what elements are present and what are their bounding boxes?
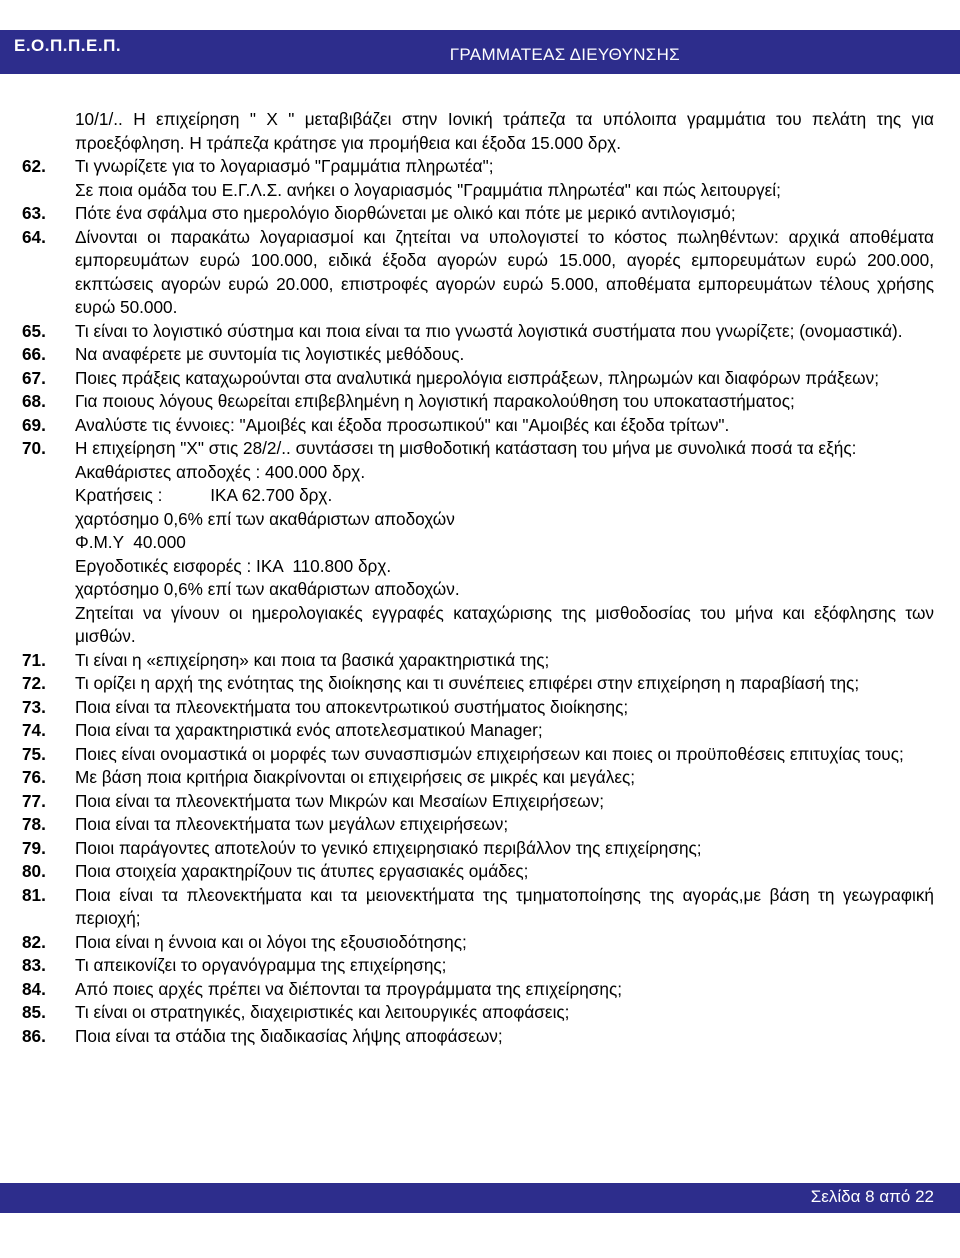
question-line: χαρτόσημο 0,6% επί των ακαθάριστων αποδοχών xyxy=(75,508,455,529)
question-number: 72. xyxy=(22,673,46,693)
question-item xyxy=(22,837,934,861)
question-item xyxy=(22,978,934,1002)
question-line: Κρατήσεις : ΙΚΑ 62.700 δρχ. xyxy=(75,485,333,505)
question-number: 77. xyxy=(22,790,46,811)
question-item xyxy=(22,226,939,320)
question-text xyxy=(75,108,939,155)
question-item xyxy=(22,320,934,344)
question-number: 62. xyxy=(22,156,46,176)
question-item xyxy=(22,719,934,743)
question-list xyxy=(22,108,939,1048)
question-text xyxy=(75,978,934,1002)
question-item xyxy=(22,931,934,955)
question-text xyxy=(75,367,934,391)
question-line: Αναλύστε τις έννοιες: "Αμοιβές και έξοδα προσωπικού" και "Αμοιβές και έξοδα τρίτων". xyxy=(75,414,730,435)
question-text xyxy=(75,649,934,673)
question-line: 10/1/.. Η επιχείρηση " Χ " μεταβιβάζει στην Ιονική τράπεζα τα υπόλοιπα γραμμάτια του πελάτη της για προεξόφληση. Η τράπεζα κράτησε για προμήθεια και έξοδα 15.000 δρχ. xyxy=(75,109,939,153)
question-item xyxy=(22,766,934,790)
question-text xyxy=(75,954,934,978)
question-text xyxy=(75,1001,934,1025)
question-line: Ποια είναι η έννοια και οι λόγοι της εξουσιοδότησης; xyxy=(75,931,467,952)
question-text xyxy=(75,390,934,414)
question-line: Τι είναι οι στρατηγικές, διαχειριστικές και λειτουργικές αποφάσεις; xyxy=(75,1002,570,1022)
question-item xyxy=(22,696,934,720)
question-number: 82. xyxy=(22,931,46,952)
question-line: Με βάση ποια κριτήρια διακρίνονται οι επιχειρήσεις σε μικρές και μεγάλες; xyxy=(75,767,636,787)
question-text xyxy=(75,320,934,344)
organization-name: Ε.Ο.Π.Π.Ε.Π. xyxy=(14,36,122,55)
question-line: Να αναφέρετε με συντομία τις λογιστικές μεθόδους. xyxy=(75,344,465,364)
question-line: Ποιες είναι ονομαστικά οι μορφές των συνασπισμών επιχειρήσεων και ποιες οι προϋποθέσεις επιτυχίας τους; xyxy=(75,743,904,764)
question-text xyxy=(75,860,934,884)
question-number: 79. xyxy=(22,837,46,858)
question-number: 63. xyxy=(22,203,46,223)
question-line: Ποια είναι τα στάδια της διαδικασίας λήψης αποφάσεων; xyxy=(75,1025,503,1046)
question-line: Ζητείται να γίνουν οι ημερολογιακές εγγραφές καταχώρισης της μισθοδοσίας του μήνα και εξόφλησης των μισθών. xyxy=(75,602,939,646)
question-line: Τι ορίζει η αρχή της ενότητας της διοίκησης και τι συνέπειες επιφέρει στην επιχείρηση η παραβίασή της; xyxy=(75,673,860,693)
question-number: 84. xyxy=(22,978,46,999)
question-item xyxy=(22,672,934,696)
question-line: Ποια είναι τα πλεονεκτήματα και τα μειονεκτήματα της τμηματοποίησης της αγοράς,με βάση τη γεωγραφική περιοχή; xyxy=(75,884,939,928)
question-number: 66. xyxy=(22,344,46,364)
question-text xyxy=(75,719,934,743)
question-line: χαρτόσημο 0,6% επί των ακαθάριστων αποδοχών. xyxy=(75,579,460,599)
question-number: 74. xyxy=(22,720,46,740)
question-item xyxy=(22,390,934,414)
question-text xyxy=(75,226,939,320)
question-text xyxy=(75,155,934,202)
question-number: 65. xyxy=(22,320,46,341)
question-number: 83. xyxy=(22,955,46,975)
header-title: ΓΡΑΜΜΑΤΕΑΣ ΔΙΕΥΘΥΝΣΗΣ xyxy=(449,45,680,64)
question-number: 76. xyxy=(22,767,46,787)
question-line: Εργοδοτικές εισφορές : ΙΚΑ 110.800 δρχ. xyxy=(75,555,392,576)
question-item xyxy=(22,813,934,837)
question-item xyxy=(22,1025,934,1049)
question-line: Για ποιους λόγους θεωρείται επιβεβλημένη η λογιστική παρακολούθηση του υποκαταστήματος; xyxy=(75,391,795,411)
question-line: Φ.Μ.Υ 40.000 xyxy=(75,532,186,552)
question-number: 71. xyxy=(22,649,46,670)
question-text xyxy=(75,884,939,931)
question-item xyxy=(22,437,939,649)
question-number: 78. xyxy=(22,814,46,834)
question-text xyxy=(75,437,939,649)
page-header xyxy=(0,30,960,74)
question-number: 67. xyxy=(22,367,46,388)
question-number: 85. xyxy=(22,1002,46,1022)
question-line: Τι απεικονίζει το οργανόγραμμα της επιχείρησης; xyxy=(75,955,447,975)
question-text xyxy=(75,1025,934,1049)
question-line: Δίνονται οι παρακάτω λογαριασμοί και ζητείται να υπολογιστεί το κόστος πωληθέντων: αρχικά αποθέματα εμπορευμάτων ευρώ 100.000, ειδικά έξοδα αγορών ευρώ 15.000, αγορές εμπορευμάτων ευρώ 200.000, εκπτώσεις αγορών ευρώ 20.000, επιστροφές αγορών ευρώ 5.000, αποθέματα εμπορευμάτων τέλους χρήσης ευρώ 50.000. xyxy=(75,226,939,317)
question-line: Τι είναι η «επιχείρηση» και ποια τα βασικά χαρακτηριστικά της; xyxy=(75,649,550,670)
question-text xyxy=(75,343,934,367)
question-item xyxy=(22,1001,934,1025)
question-line: Σε ποια ομάδα του Ε.Γ.Λ.Σ. ανήκει ο λογαριασμός "Γραμμάτια πληρωτέα" και πώς λειτουργεί; xyxy=(75,179,781,200)
question-text xyxy=(75,931,934,955)
question-line: Ποια είναι τα πλεονεκτήματα του αποκεντρωτικού συστήματος διοίκησης; xyxy=(75,696,629,717)
question-number: 73. xyxy=(22,696,46,717)
question-line: Πότε ένα σφάλμα στο ημερολόγιο διορθώνεται με ολικό και πότε με μερικό αντιλογισμό; xyxy=(75,203,736,223)
question-item xyxy=(22,343,934,367)
page-number: Σελίδα 8 από 22 xyxy=(810,1187,934,1206)
question-item xyxy=(22,884,939,931)
question-number xyxy=(22,108,75,155)
question-line: Τι είναι το λογιστικό σύστημα και ποια είναι τα πιο γνωστά λογιστικά συστήματα που γνωρίζετε; (ονομαστικά). xyxy=(75,320,903,341)
question-line: Ποια είναι τα χαρακτηριστικά ενός αποτελεσματικού Manager; xyxy=(75,720,543,740)
question-line: Ποια είναι τα πλεονεκτήματα των μεγάλων επιχειρήσεων; xyxy=(75,814,509,834)
question-number: 86. xyxy=(22,1025,46,1046)
question-item xyxy=(22,367,934,391)
question-text xyxy=(75,766,934,790)
question-number: 69. xyxy=(22,414,46,435)
page-footer xyxy=(0,1183,960,1213)
question-line: Ποια είναι τα πλεονεκτήματα των Μικρών και Μεσαίων Επιχειρήσεων; xyxy=(75,790,605,811)
question-number: 64. xyxy=(22,226,46,247)
question-number: 70. xyxy=(22,438,46,458)
question-text xyxy=(75,790,934,814)
question-item xyxy=(22,743,934,767)
question-item xyxy=(22,414,934,438)
question-line: Τι γνωρίζετε για το λογαριασμό "Γραμμάτια πληρωτέα"; xyxy=(75,156,494,176)
question-text xyxy=(75,672,934,696)
question-item xyxy=(22,954,934,978)
question-item xyxy=(22,155,934,202)
question-item xyxy=(22,790,934,814)
question-line: Από ποιες αρχές πρέπει να διέπονται τα προγράμματα της επιχείρησης; xyxy=(75,978,623,999)
question-line: Ακαθάριστες αποδοχές : 400.000 δρχ. xyxy=(75,461,366,482)
question-text xyxy=(75,414,934,438)
question-line: Η επιχείρηση "Χ" στις 28/2/.. συντάσσει τη μισθοδοτική κατάσταση του μήνα με συνολικά ποσά τα εξής: xyxy=(75,438,857,458)
question-number: 75. xyxy=(22,743,46,764)
question-text xyxy=(75,813,934,837)
question-text xyxy=(75,202,934,226)
question-item xyxy=(22,108,939,155)
question-line: Ποιοι παράγοντες αποτελούν το γενικό επιχειρησιακό περιβάλλον της επιχείρησης; xyxy=(75,837,702,858)
question-line: Ποια στοιχεία χαρακτηρίζουν τις άτυπες εργασιακές ομάδες; xyxy=(75,861,529,881)
question-item xyxy=(22,860,934,884)
question-number: 80. xyxy=(22,861,46,881)
question-item xyxy=(22,202,934,226)
question-text xyxy=(75,837,934,861)
question-number: 68. xyxy=(22,391,46,411)
question-line: Ποιες πράξεις καταχωρούνται στα αναλυτικά ημερολόγια εισπράξεων, πληρωμών και διαφόρων πράξεων; xyxy=(75,367,879,388)
question-number: 81. xyxy=(22,884,46,905)
question-text xyxy=(75,743,934,767)
question-item xyxy=(22,649,934,673)
question-text xyxy=(75,696,934,720)
